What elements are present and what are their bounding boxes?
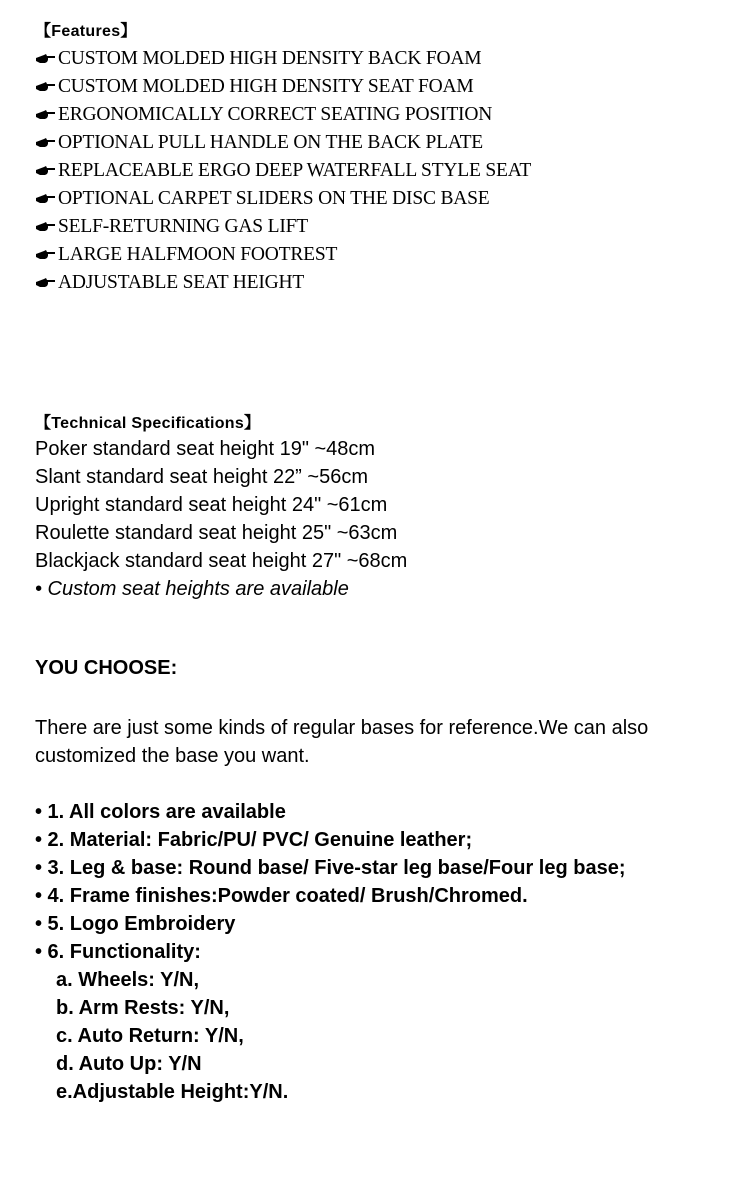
feature-text: CUSTOM MOLDED HIGH DENSITY BACK FOAM <box>58 48 482 69</box>
functionality-item: b. Arm Rests: Y/N, <box>56 997 230 1019</box>
features-list <box>35 45 531 297</box>
specs-header: 【Technical Specifications】 <box>35 415 261 432</box>
option-item: • 6. Functionality: <box>35 941 201 963</box>
feature-text: LARGE HALFMOON FOOTREST <box>58 244 338 265</box>
feature-text: OPTIONAL CARPET SLIDERS ON THE DISC BASE <box>58 188 490 209</box>
feature-text: SELF-RETURNING GAS LIFT <box>58 216 308 237</box>
spec-item: Poker standard seat height 19" ~48cm <box>35 438 376 460</box>
spec-item: Slant standard seat height 22” ~56cm <box>35 466 368 488</box>
features-header: 【Features】 <box>35 23 137 40</box>
functionality-item: e.Adjustable Height:Y/N. <box>56 1081 289 1103</box>
pointing-hand-icon <box>35 165 57 177</box>
pointing-hand-icon <box>35 249 57 261</box>
choose-title: YOU CHOOSE: <box>35 657 178 679</box>
feature-text: ERGONOMICALLY CORRECT SEATING POSITION <box>58 104 493 125</box>
feature-text: REPLACEABLE ERGO DEEP WATERFALL STYLE SEAT <box>58 160 532 181</box>
pointing-hand-icon <box>35 193 57 205</box>
pointing-hand-icon <box>35 221 57 233</box>
spec-note: • Custom seat heights are available <box>35 578 349 600</box>
pointing-hand-icon <box>35 81 57 93</box>
pointing-hand-icon <box>35 277 57 289</box>
feature-text: OPTIONAL PULL HANDLE ON THE BACK PLATE <box>58 132 483 153</box>
option-item: • 5. Logo Embroidery <box>35 913 236 935</box>
option-item: • 3. Leg & base: Round base/ Five-star leg base/Four leg base; <box>35 857 626 879</box>
feature-item <box>35 157 531 185</box>
feature-item <box>35 241 531 269</box>
pointing-hand-icon <box>35 137 57 149</box>
pointing-hand-icon <box>35 53 57 65</box>
choose-intro: There are just some kinds of regular bases for reference.We can also customized the base you want. <box>35 717 649 767</box>
functionality-item: d. Auto Up: Y/N <box>56 1053 202 1075</box>
feature-text: ADJUSTABLE SEAT HEIGHT <box>58 272 305 293</box>
option-item: • 2. Material: Fabric/PU/ PVC/ Genuine leather; <box>35 829 473 851</box>
feature-item <box>35 73 531 101</box>
feature-item <box>35 269 531 297</box>
feature-item <box>35 101 531 129</box>
feature-item <box>35 213 531 241</box>
option-item: • 4. Frame finishes:Powder coated/ Brush/Chromed. <box>35 885 528 907</box>
spec-item: Upright standard seat height 24" ~61cm <box>35 494 388 516</box>
feature-item <box>35 185 531 213</box>
specs-list <box>35 435 407 603</box>
options-list <box>35 798 626 966</box>
functionality-list <box>56 966 288 1106</box>
spec-item: Roulette standard seat height 25" ~63cm <box>35 522 398 544</box>
option-item: • 1. All colors are available <box>35 801 286 823</box>
feature-item <box>35 129 531 157</box>
functionality-item: c. Auto Return: Y/N, <box>56 1025 244 1047</box>
feature-item <box>35 45 531 73</box>
pointing-hand-icon <box>35 109 57 121</box>
spec-item: Blackjack standard seat height 27" ~68cm <box>35 550 408 572</box>
functionality-item: a. Wheels: Y/N, <box>56 969 200 991</box>
feature-text: CUSTOM MOLDED HIGH DENSITY SEAT FOAM <box>58 76 474 97</box>
